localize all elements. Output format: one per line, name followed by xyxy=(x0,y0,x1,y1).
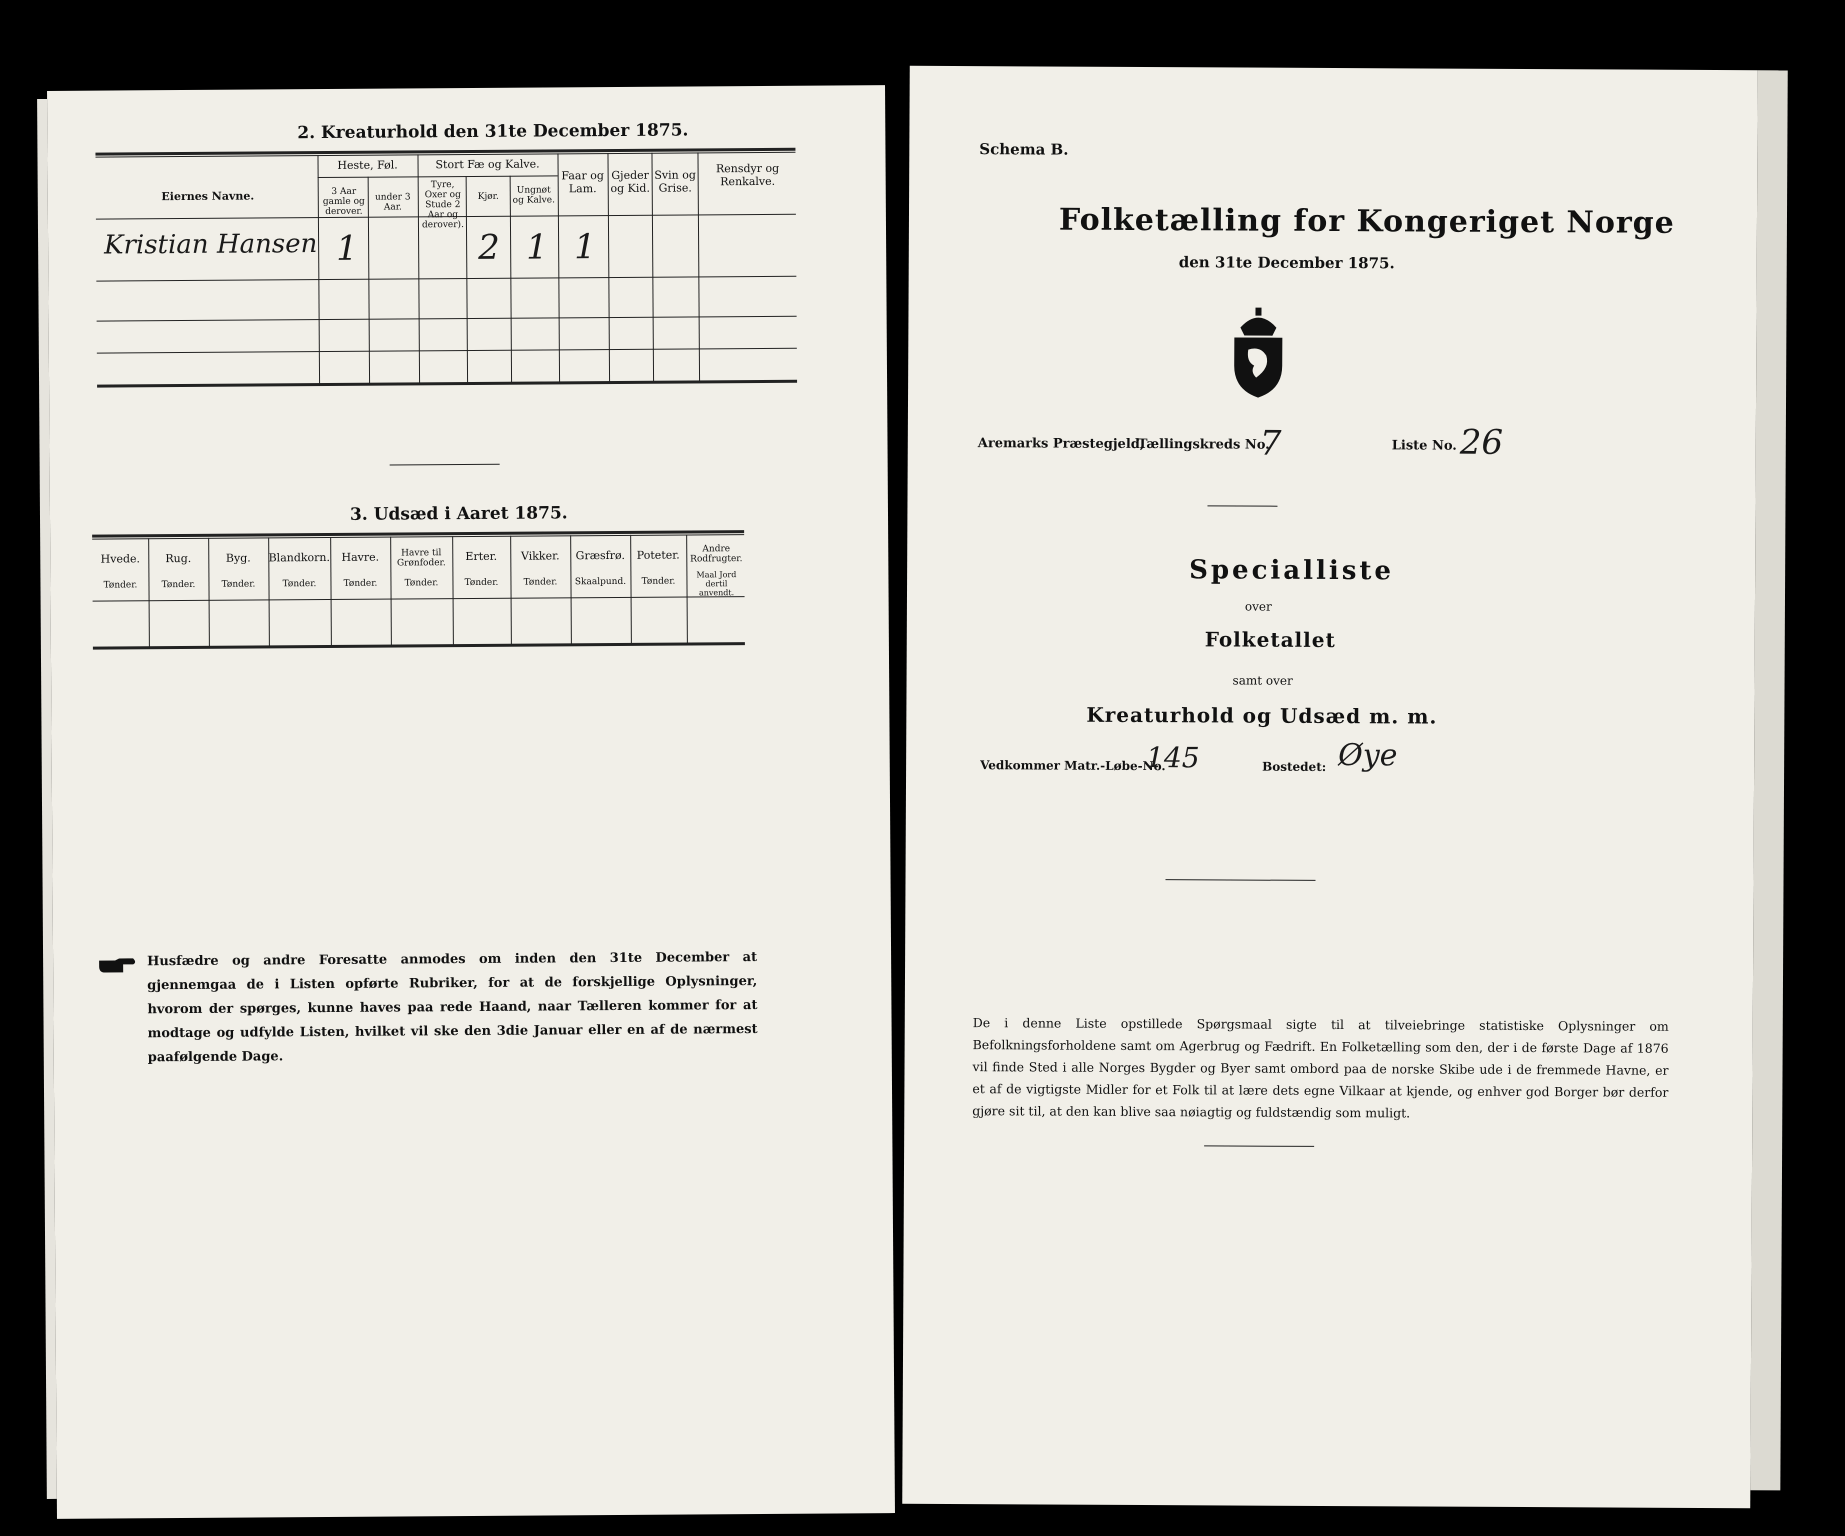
group-stort-header: Stort Fæ og Kalve. xyxy=(435,157,540,172)
col-heste-a-header: 3 Aar gamle og derover. xyxy=(322,186,365,218)
schema-label: Schema B. xyxy=(979,140,1069,159)
col-havre-gronfoder: Havre til Grønfoder. xyxy=(396,548,446,569)
col-heste-b-header: under 3 Aar. xyxy=(374,192,411,213)
col-poteter-unit: Tønder. xyxy=(641,576,676,587)
pointing-hand-icon xyxy=(97,956,137,976)
row-rule xyxy=(97,348,797,354)
left-page xyxy=(47,85,895,1519)
col-graesfro: Græsfrø. xyxy=(575,548,625,563)
intro-paragraph: De i denne Liste opstillede Spørgsmaal sigte til at tilveiebringe statistiske Oplysninger om Befolkningsforholdene samt om Agerbrug og Fædrift. En Folketælling som den, der i de første Dage af 1876 vil finde Sted i alle Norges Bygder og Byer samt ombord paa de norske Skibe ude i de fremmede Havne, er et af de vigtigste Midler for et Folk til at lære dets egne Vilkaar at kjende, og enhver god Borger bør derfor gjøre sit til, at den kan blive saa nøiagtig og fuldstændig som muligt. xyxy=(972,1015,1669,1121)
table-bottom-rule xyxy=(97,380,797,388)
col-byg: Byg. xyxy=(225,551,251,565)
col-gjeder-header: Gjeder og Kid. xyxy=(610,168,650,196)
bostedet-value: Øye xyxy=(1338,738,1398,774)
form-title: Folketælling for Kongeriget Norge xyxy=(1058,202,1675,241)
kreds-value: 7 xyxy=(1259,423,1282,464)
col-havre: Havre. xyxy=(341,550,380,564)
col-vikker-unit: Tønder. xyxy=(523,577,558,588)
col-havre-gronfoder-unit: Tønder. xyxy=(404,578,439,589)
col-hvede: Hvede. xyxy=(100,552,141,566)
kreaturhold-heading: Kreaturhold og Udsæd m. m. xyxy=(1086,702,1438,729)
prestegjeld-label: Aremarks Præstegjeld, xyxy=(977,436,1145,453)
table-bottom-rule xyxy=(93,642,745,650)
bostedet-label: Bostedet: xyxy=(1262,759,1327,774)
col-hvede-unit: Tønder. xyxy=(103,580,138,591)
col-graesfro-unit: Skaalpund. xyxy=(574,576,627,588)
col-poteter: Poteter. xyxy=(636,548,680,562)
col-blandkorn: Blandkorn. xyxy=(268,550,331,565)
liste-label: Liste No. xyxy=(1391,438,1457,454)
faar-value: 1 xyxy=(573,227,596,268)
col-erter-unit: Tønder. xyxy=(464,577,499,589)
matr-value: 145 xyxy=(1146,741,1200,775)
folketallet-heading: Folketallet xyxy=(1204,627,1336,653)
divider-rule xyxy=(1207,505,1277,506)
row-rule xyxy=(97,316,797,322)
col-erter: Erter. xyxy=(465,549,498,564)
header-bottom-rule xyxy=(93,596,745,602)
notice-text: Husfædre og andre Foresatte anmodes om inden den 31te December at gjennemgaa de i Listen opførte Rubriker, for at de forskjellige Oplysninger, hvorom der spørges, kunne haves paa rede Haand, naar Tælleren kommer for at modtage og udfylde Listen, hvilket vil ske den 3die Januar eller en af de nærmest paafølgende Dage. xyxy=(147,950,758,1066)
col-faar-header: Faar og Lam. xyxy=(561,169,604,196)
col-byg-unit: Tønder. xyxy=(221,579,256,590)
col-owner-header: Eiernes Navne. xyxy=(161,189,255,204)
right-page xyxy=(902,66,1758,1508)
liste-value: 26 xyxy=(1459,422,1504,463)
col-andre-rodfrugter: Andre Rodfrugter. xyxy=(690,544,743,565)
col-blandkorn-unit: Tønder. xyxy=(282,579,317,590)
samt-over-label: samt over xyxy=(1232,673,1293,688)
page-edge xyxy=(1750,70,1787,1490)
kjor-value: 2 xyxy=(477,227,500,268)
specialliste-heading: Specialliste xyxy=(1189,555,1395,587)
norway-coat-of-arms-icon xyxy=(1226,305,1290,399)
group-rule xyxy=(318,175,558,178)
ungnot-value: 1 xyxy=(525,227,548,268)
heste-a-value: 1 xyxy=(335,228,358,269)
form-subtitle: den 31te December 1875. xyxy=(1178,253,1395,273)
divider-rule xyxy=(390,464,500,466)
section2-title: 2. Kreaturhold den 31te December 1875. xyxy=(297,120,689,144)
col-andre-rodfrugter-unit: Maal Jord dertil anvendt. xyxy=(696,570,737,598)
matr-label: Vedkommer Matr.-Løbe-No. xyxy=(980,758,1166,774)
over-label: over xyxy=(1244,599,1272,614)
col-stort-b-header: Kjør. xyxy=(477,191,499,202)
col-stort-c-header: Ungnøt og Kalve. xyxy=(512,185,555,206)
page-edge xyxy=(37,99,57,1499)
col-vikker: Vikker. xyxy=(520,549,560,563)
col-rug: Rug. xyxy=(165,551,192,566)
col-havre-unit: Tønder. xyxy=(343,578,378,589)
col-stort-a-header: Tyre, Oxer og Stude 2 Aar og derover). xyxy=(421,180,464,231)
col-divider xyxy=(510,176,512,384)
divider-rule xyxy=(1204,1145,1314,1147)
col-rug-unit: Tønder. xyxy=(161,579,196,591)
owner-name: Kristian Hansen xyxy=(104,229,318,261)
row-rule xyxy=(96,276,796,282)
section3-title: 3. Udsæd i Aaret 1875. xyxy=(349,503,568,525)
col-rensdyr-header: Rensdyr og Renkalve. xyxy=(715,161,780,189)
col-divider xyxy=(466,176,468,384)
kreds-label: Tællingskreds No. xyxy=(1137,436,1270,453)
group-heste-header: Heste, Føl. xyxy=(337,158,398,172)
divider-rule xyxy=(1166,879,1316,881)
col-svin-header: Svin og Grise. xyxy=(654,168,696,195)
